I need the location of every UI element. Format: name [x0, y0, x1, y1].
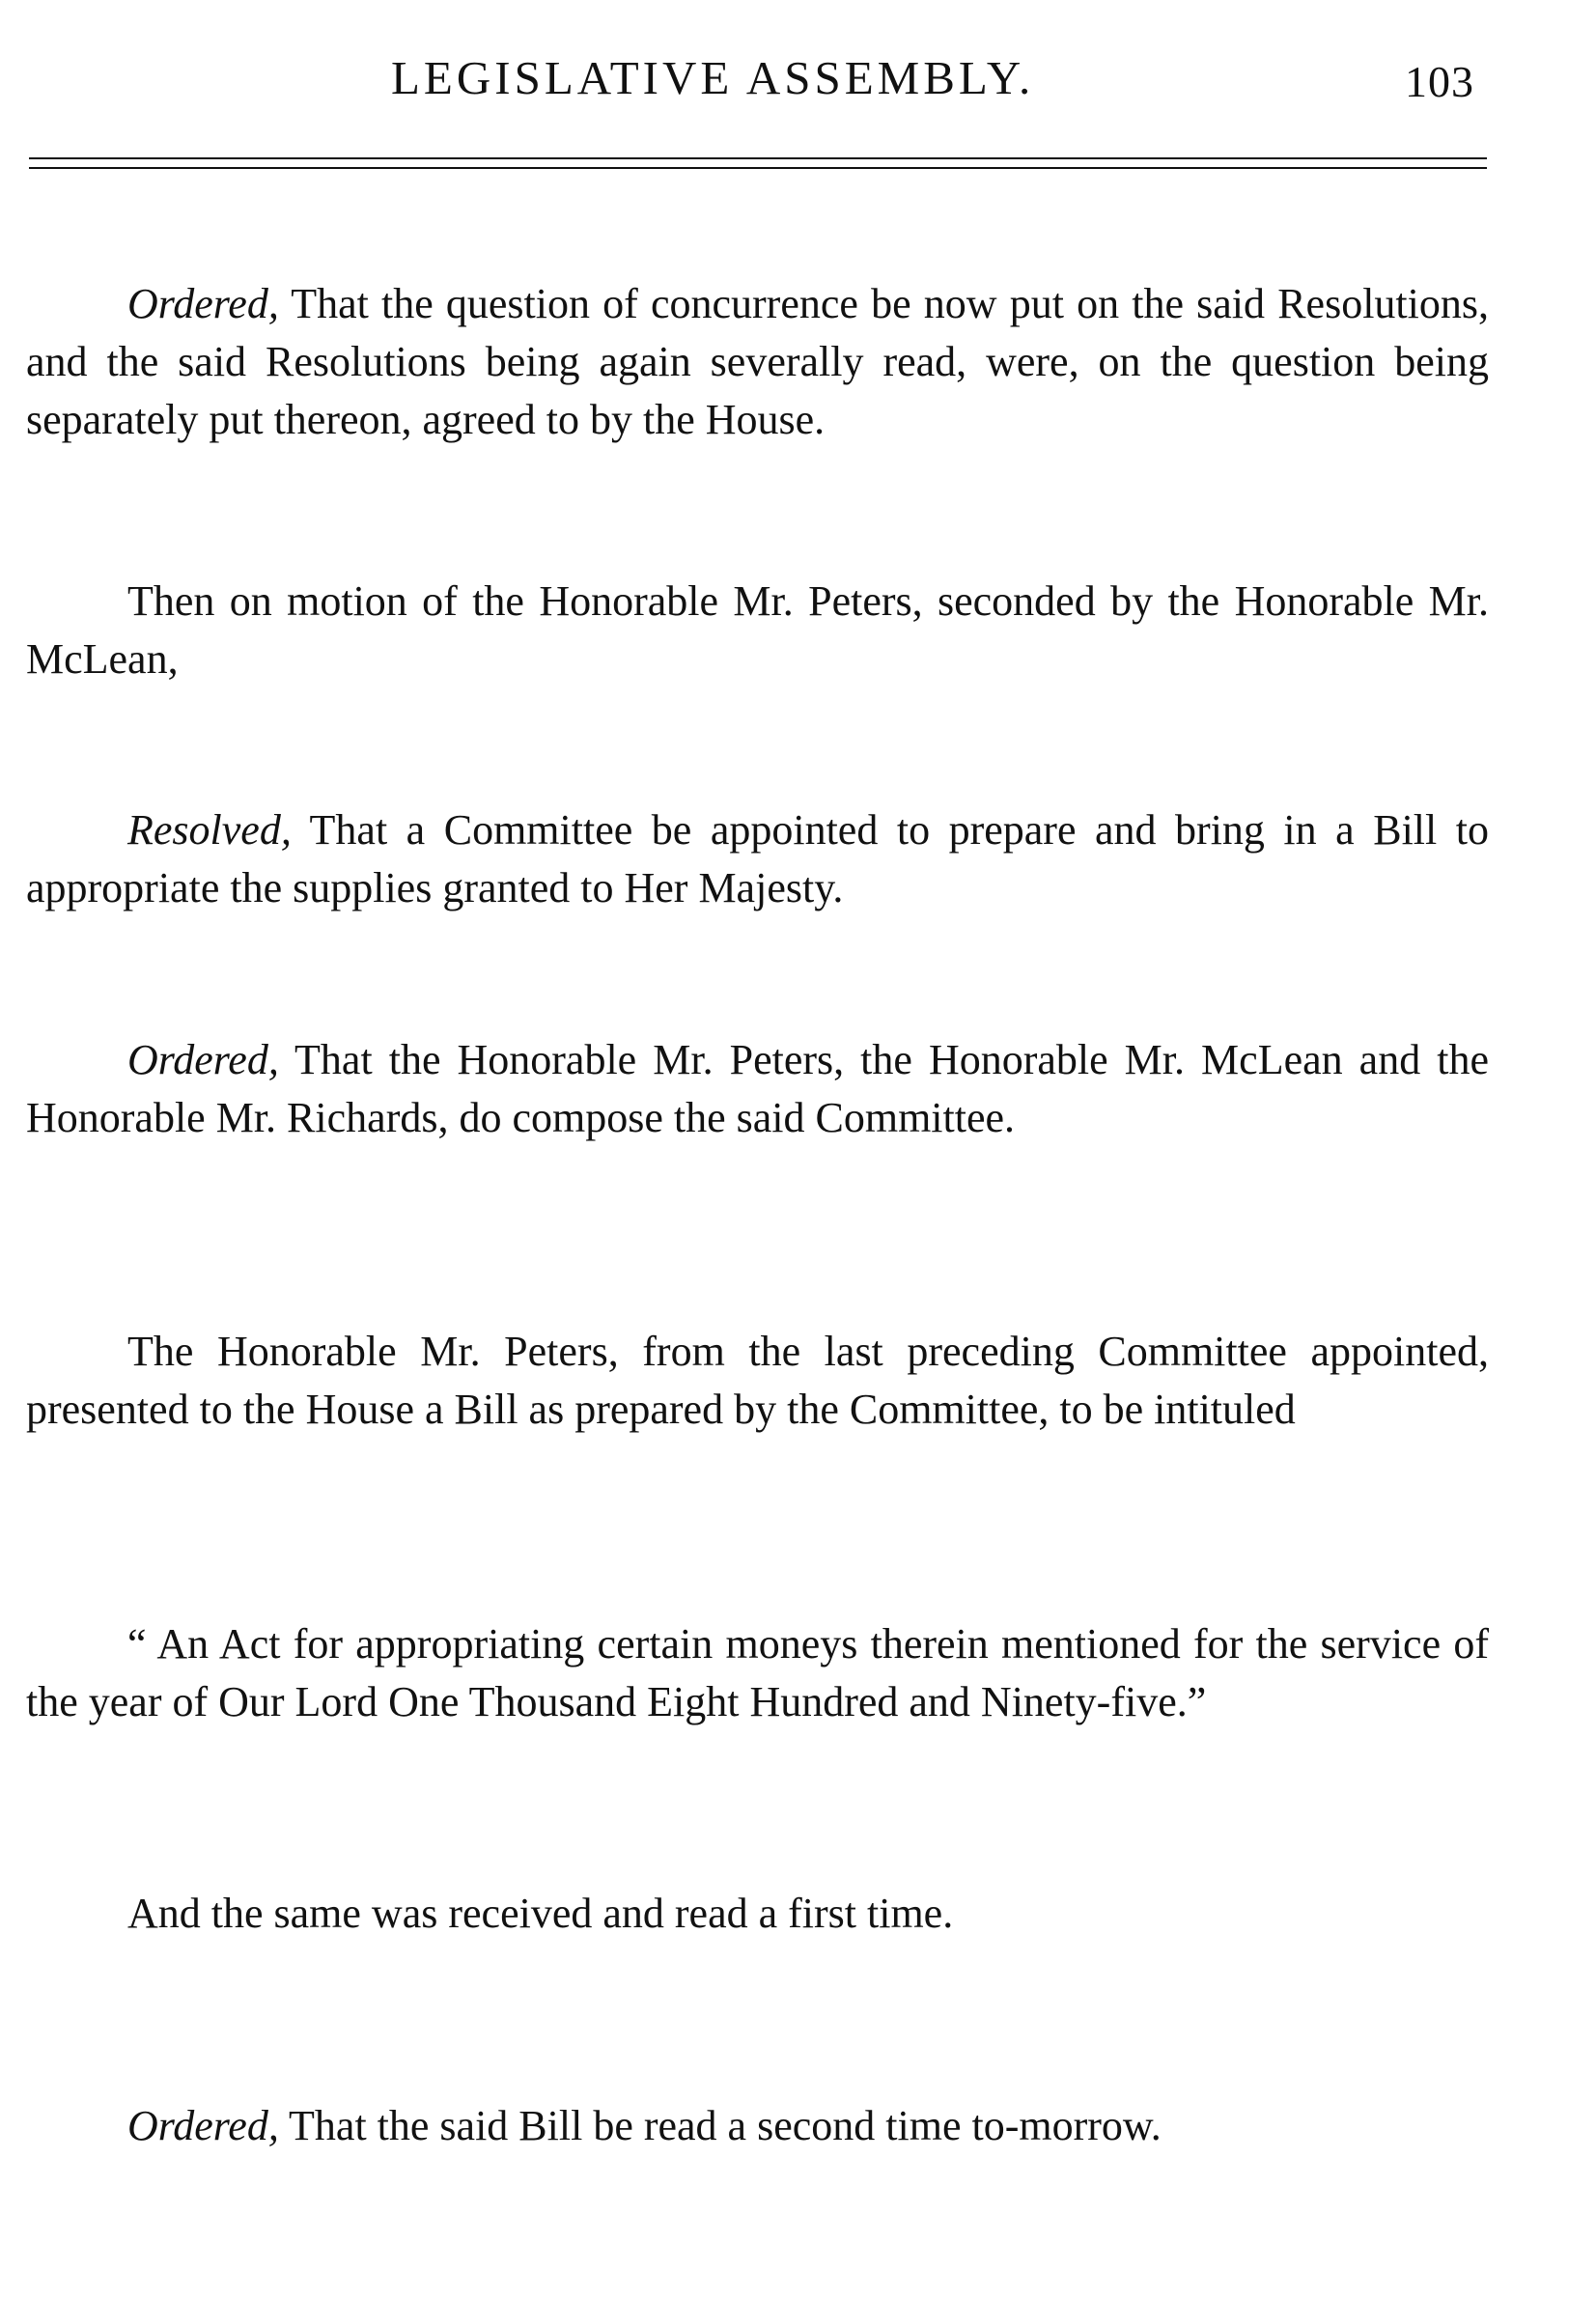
- paragraph-text: That the Honorable Mr. Peters, the Honorable Mr. McLean and the Honorable Mr. Richards, do compose the said Committee.: [26, 1036, 1489, 1141]
- paragraph-resolved: [26, 801, 1489, 917]
- page-header: [0, 50, 1596, 118]
- running-title: LEGISLATIVE ASSEMBLY.: [391, 51, 1035, 104]
- header-rule-bottom: [29, 167, 1487, 169]
- paragraph-second-reading: [26, 2097, 1489, 2155]
- paragraph-bill-presented: [26, 1323, 1489, 1439]
- paragraph-ordered-concurrence: [26, 275, 1489, 449]
- paragraph-text: “ An Act for appropriating certain moneys therein mentioned for the service of the year of Our Lord One Thousand Eight Hundred and Ninety-five.”: [26, 1620, 1489, 1725]
- paragraph-text: That a Committee be appointed to prepare and bring in a Bill to appropriate the supplies granted to Her Majesty.: [26, 806, 1489, 911]
- paragraph-motion: [26, 573, 1489, 688]
- paragraph-lead: Resolved,: [127, 806, 292, 854]
- paragraph-ordered-committee: [26, 1031, 1489, 1147]
- paragraph-lead: Ordered,: [127, 1036, 279, 1083]
- paragraph-act-title: [26, 1615, 1489, 1731]
- paragraph-lead: Ordered,: [127, 280, 279, 327]
- paragraph-first-reading: [26, 1885, 1489, 1943]
- page-number: 103: [1405, 57, 1474, 106]
- header-rule-top: [29, 157, 1487, 159]
- paragraph-text: That the question of concurrence be now put on the said Resolutions, and the said Resolutions being again severally read, were, on the question being separately put thereon, agreed to by the House.: [26, 280, 1489, 443]
- paragraph-text: The Honorable Mr. Peters, from the last preceding Committee appointed, presented to the House a Bill as prepared by the Committee, to be intituled: [26, 1328, 1489, 1433]
- paragraph-text: Then on motion of the Honorable Mr. Peters, seconded by the Honorable Mr. McLean,: [26, 577, 1489, 683]
- paragraph-text: That the said Bill be read a second time to-morrow.: [278, 2102, 1162, 2149]
- paragraph-text: And the same was received and read a first time.: [127, 1890, 954, 1937]
- paragraph-lead: Ordered,: [127, 2102, 279, 2149]
